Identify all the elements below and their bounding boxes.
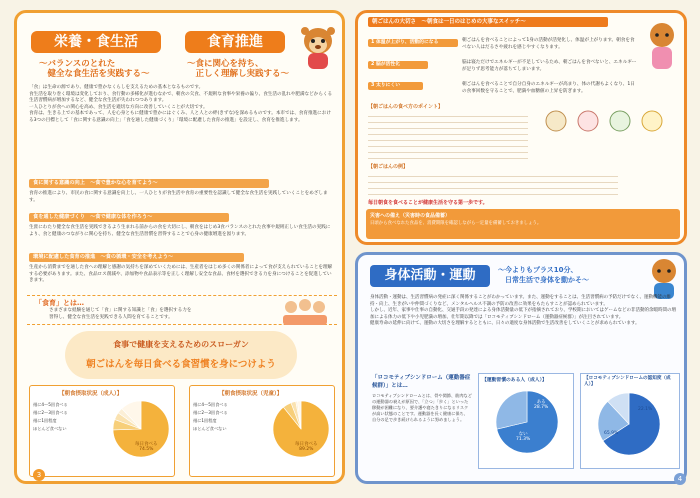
physical-activity-panel <box>355 252 687 484</box>
earthquake-text: 日頃から食べなれた食品を、消費期限を確認しながら一定量を備蓄しておきましょう。 <box>370 221 542 226</box>
eating-points-text <box>368 111 528 161</box>
section-text-health: 生涯にわたり健全な食生活を実践できるよう生まれる前からの食を大切にし、朝食をはじめ3食バランスのとれた食事や規則正しい食生活の実践により、食と健康のつながりに関心を持ち、健全な食生活習慣を習得することで心身の健康増進を図ります。 <box>29 225 331 237</box>
page-number-4: 4 <box>674 473 686 485</box>
food-illustrations <box>538 101 678 151</box>
section-header-environment: 環境に配慮した食育の推進 ～食の循環・安全を考えよう～ <box>29 253 244 262</box>
eating-points-label: 【朝ごはんの食べ方のポイント】 <box>368 104 444 110</box>
pie4-label-a: 65.9% <box>604 431 619 436</box>
section-header-health: 食を通した健康づくり ～食で健康な体を作ろう～ <box>29 213 229 222</box>
legend-weekly23: 週に2～3回食べる <box>193 410 228 415</box>
pie1-label: 毎日食べる 74.5% <box>135 442 158 452</box>
chart1-legend <box>33 401 115 433</box>
chart2-legend <box>193 401 275 433</box>
family-illustration-icon <box>279 297 331 327</box>
slogan-big: 朝ごはんを毎日食べる食習慣を身につけよう <box>86 359 276 370</box>
chart1-title: 【朝食摂取状況（成人）】 <box>59 391 123 397</box>
benefit-3: 3 太りにくい <box>368 82 423 90</box>
legend-weekly1: 週に1回程度 <box>193 418 217 423</box>
page-number-3: 3 <box>33 469 45 481</box>
breakfast-example-lines <box>368 171 618 195</box>
pie2-label: 毎日食べる 89.2% <box>295 442 318 452</box>
title-food-education: 食育推進 <box>185 31 285 53</box>
pie4-label-b: 22.1% <box>638 407 653 412</box>
breakfast-example-label: 【朝ごはんの例】 <box>368 164 409 170</box>
breakfast-panel <box>355 10 687 245</box>
shokuiku-label: 「食育」とは… <box>35 299 84 307</box>
legend-weekly23: 週に2～3回食べる <box>33 410 68 415</box>
footer-note: 毎日朝食を食べることが健康生活を守る第一歩です。 <box>368 200 488 206</box>
chart4-title: 【ロコモティブシンドロームの認知度（成人）】 <box>584 376 671 387</box>
benefit-2-desc: 脳は寝ただけでエネルギーが不足しているため、朝ごはんを食べないと、エネルギーが足りず思考能力が落ちてしまいます。 <box>462 60 637 72</box>
pie-chart-locomo <box>596 391 662 457</box>
loco-label: 「ロコモティブシンドローム（運動器症候群）」とは… <box>372 375 471 389</box>
legend-rarely: ほとんど食べない <box>33 426 67 431</box>
section-header-awareness: 食に関する意識の向上 ～食で豊かな心を育てよう～ <box>29 179 269 188</box>
benefit-3-desc: 朝ごはんを食べることで自分自身のエネルギーが高まり、体の代謝もよくなり、1日の食事回数を守ることで、肥満や血糖値の上昇を防ぎます。 <box>462 82 635 94</box>
section-text-environment: 生産から消費までを通した食への理解と感謝の気持ちを深めていくためには、生産者をはじめ多くの関係者によって食が支えられていることを理解する必要があります。また、食品ロス削減や、添加物や食品表示等を正しく理解し安全な食品、食材を選択できる力を身につけることを促進していきます。 <box>29 265 333 283</box>
left-page <box>14 10 345 484</box>
subtitle-nutrition: ～バランスのとれた 健全な食生活を実践する～ <box>39 59 150 79</box>
intro-text: 「食」は生命の源であり、健康で豊かなくらしを支えるための基本となるものです。 食生活を取り巻く環境は変化しており、食行動の多様化が進むなかで、朝食の欠食、不規則な食事や栄養の偏り、食生活の乱れや肥満などからくる生活習慣病が増加するなど、健全な食生活が失われつつあります。 一人ひとりが食への関心を高め、食生活を適切な方向に改善していくことが大切です。 食育は、生きる上での基本であって、人を心身ともに健康で豊かにはぐくみ、人と人との絆(きずな)を深めるものです。本市では、食育推進における3つの目標として「食に関する意識の向上」「食を通した健康づくり」「環境に配慮した食育の推進」を設定し、食育を推進します。 <box>29 85 333 123</box>
title-nutrition: 栄養・食生活 <box>31 31 161 53</box>
legend-weekly1: 週に1回程度 <box>33 418 57 423</box>
section-text-awareness: 食育の推進により、市民の食に関する意識を向上し、一人ひとりが食生活や食育の重要性を認識して健全な食生活を実践していくことをめざします。 <box>29 191 328 203</box>
chart3-title: 【運動習慣のある人（成人）】 <box>482 378 547 383</box>
benefit-1-desc: 朝ごはんを食べることによって1身の活動が活発化し、体温が上がります。朝食を食べない人はだるさや疲れを感じやすくなります。 <box>462 38 635 50</box>
mascot-girl-icon <box>644 19 680 77</box>
shokuiku-text: さまざまな経験を通じて「食」に関する知識と「食」を選択する力を 習得し、健全な食生活を実践できる人間を育てることです。 <box>49 308 192 320</box>
pie3-label-yes: ある 28.7% <box>534 400 549 410</box>
subtitle-food-education: ～食に関心を持ち、 正しく理解し実践する～ <box>187 59 290 79</box>
pie3-label-none: ない 71.3% <box>516 432 531 442</box>
loco-text: ロコモティブシンドロームとは、骨や関節、筋肉などの運動器の衰えが原因で、「立つ」「歩く」といった移動が困難になり、要介護や寝たきりになるリスクが高い状態のことです。運動器を長く健康に保ち、自分の足で歩き続けられるように努めましょう。 <box>372 393 472 422</box>
legend-rarely: ほとんど食べない <box>193 426 227 431</box>
legend-weekly45: 週に4～5回食べる <box>33 402 68 407</box>
chart2-title: 【朝食摂取状況（児童）】 <box>219 391 283 397</box>
legend-weekly45: 週に4～5回食べる <box>193 402 228 407</box>
activity-body: 身体活動・運動は、生活習慣病の発症に深く関係することがわかっています。また、運動をすることは、生活習慣病の予防だけでなく、運動機能の維持・向上、生きがいや仲間づくりなど、メンタルヘルス不調の予防の改善に効果をもたらすことが認められています。 しかし、近年、家事や仕事の自動化、交通手段の発達による身体活動量の低下が指摘されており、学校期においてはゲームなどの非活動的余暇時間の増加による体力の低下や小児肥満の増加、壮年期以降では「ロコモティブシンドローム（運動器症候群）」が注目されています。 健康寿命の延伸に向けて、運動の大切さを理解するとともに、日々の適度な身体活動で生活改善をしていくことが求められています。 <box>370 295 676 326</box>
slogan-small: 食事で健康を支えるためのスローガン <box>113 340 249 349</box>
activity-title: 身体活動・運動 <box>370 265 490 287</box>
pie-chart-exercise <box>494 389 560 455</box>
benefit-2: 2 脳が活性化 <box>368 61 428 69</box>
benefit-1: 1 体温が上がり、活動的になる <box>368 39 458 47</box>
earthquake-label: 災害への備え（災害時の食品備蓄） <box>370 213 451 219</box>
breakfast-title: 朝ごはんの大切さ ～朝食は一日のはじめの大事なスイッチ～ <box>368 17 608 27</box>
activity-sub: ～今よりもプラス10分、 日常生活で身体を動かそ～ <box>498 266 589 284</box>
